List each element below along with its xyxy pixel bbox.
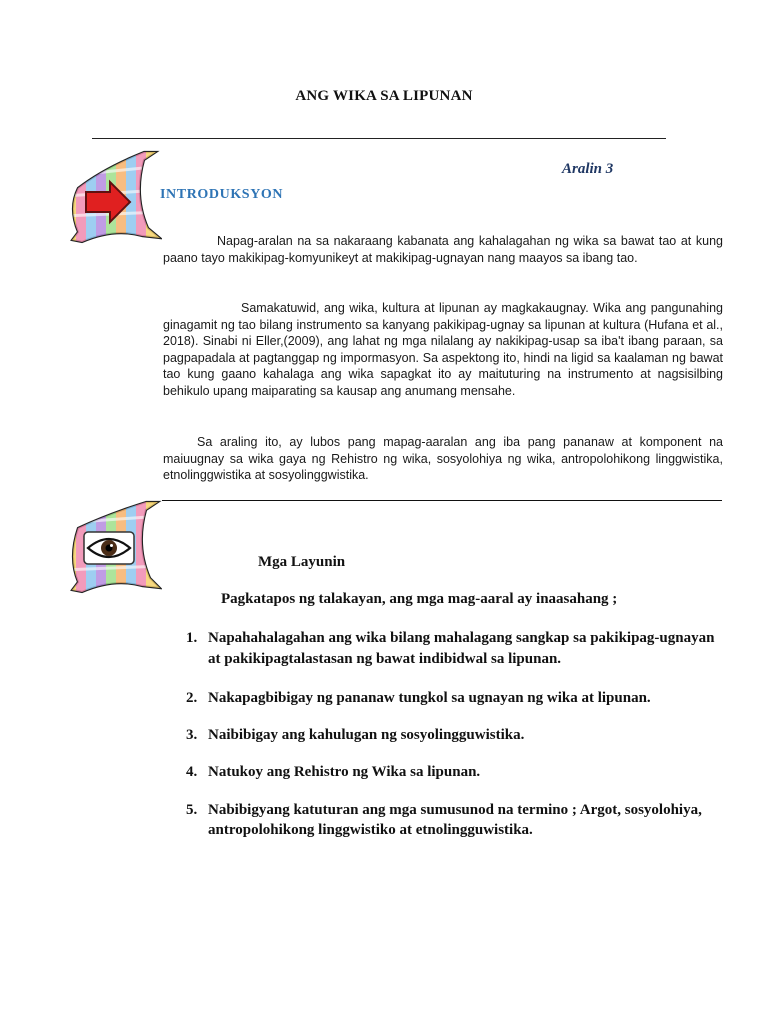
objective-item (186, 688, 726, 709)
arrow-banner-icon (64, 146, 162, 246)
objective-item (186, 725, 726, 746)
section-divider (162, 500, 722, 501)
objective-text: Nabibigyang katuturan ang mga sumusunod na termino ; Argot, sosyolohiya, antropolohikong linggwistiko at etnolingguwistika. (208, 801, 702, 838)
objective-number: 4. (186, 764, 198, 780)
objective-item (186, 628, 726, 669)
objective-number: 1. (186, 630, 198, 646)
objective-number: 3. (186, 726, 198, 743)
objective-item (186, 762, 726, 783)
objective-text: Natukoy ang Rehistro ng Wika sa lipunan. (208, 764, 481, 780)
intro-paragraph-1: Napag-aralan na sa nakaraang kabanata ang kahalagahan ng wika sa bawat tao at kung paano tayo makikipag-komyunikeyt at makikipag-ugnayan nang maayos sa ibang tao. (163, 234, 723, 265)
objective-text: Napahahalagahan ang wika bilang mahalagang sangkap sa pakikipag-ugnayan at pakikipagtalastasan ng bawat indibidwal sa lipunan. (208, 630, 715, 667)
intro-paragraph-3: Sa araling ito, ay lubos pang mapag-aaralan ang iba pang pananaw at komponent na maiuugnay sa wika gaya ng Rehistro ng wika, sosyolohiya ng wika, antropolohikong linggwistika, etnolinggwistika at sosyolinggwistika. (163, 435, 723, 483)
objective-number: 5. (186, 801, 198, 818)
intro-paragraph-2: Samakatuwid, ang wika, kultura at lipunan ay magkakaugnay. Wika ang pangunahing ginagamit ng tao bilang instrumento sa kanyang pakikipag-ugnay sa lipunan at kultura (Hufana et al., 2018). Sinabi ni Eller,(2009), ang lahat ng mga nilalang ay nakikipag-usap sa iba't ibang paraan, sa pagpapadala at pagtanggap ng impormasyon. Sa aspektong ito, hindi na ligid sa kaalaman ng bawat tao kung gaano kahalaga ang wika sapagkat ito ay maituturing na instrumento at nagsisilbing behikulo upang maiparating sa kausap ang anumang mensahe. (163, 301, 723, 398)
objective-item (186, 800, 726, 841)
title-divider (92, 138, 666, 139)
objective-text: Nakapagbibigay ng pananaw tungkol sa ugnayan ng wika at lipunan. (208, 690, 651, 706)
objectives-heading: Mga Layunin (258, 554, 346, 570)
objectives-lead: Pagkatapos ng talakayan, ang mga mag-aaral ay inaasahang ; (221, 591, 618, 607)
objective-text: Naibibigay ang kahulugan ng sosyolingguwistika. (208, 726, 525, 743)
lesson-number: Aralin 3 (562, 161, 614, 177)
eye-banner-icon (64, 498, 162, 598)
objectives-list (186, 628, 726, 841)
document-title: ANG WIKA SA LIPUNAN (295, 88, 473, 104)
intro-heading: INTRODUKSYON (160, 187, 284, 202)
objective-number: 2. (186, 690, 198, 706)
